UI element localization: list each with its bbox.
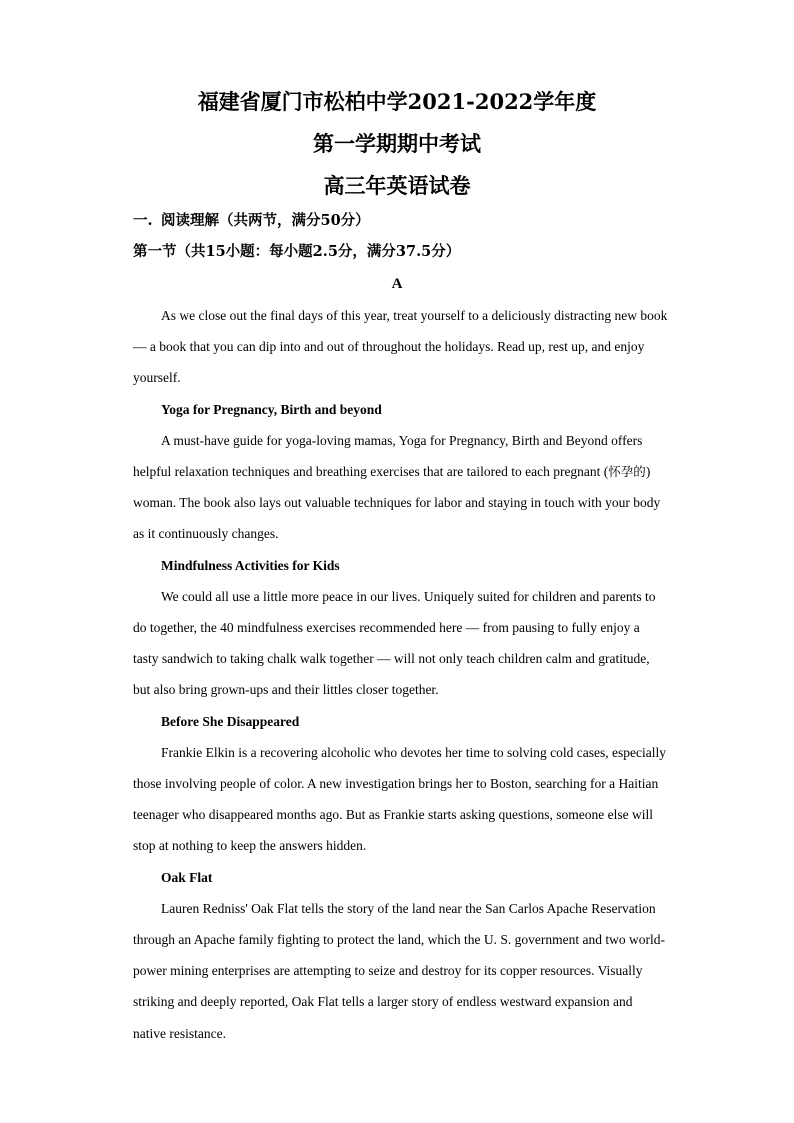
passage-intro: As we close out the final days of this year, treat yourself to a deliciously distracting new book — a book that you can dip into and out of throughout the holidays. Read up, rest up, and enjoy yourself.	[133, 308, 668, 386]
section-number: 一.	[133, 212, 153, 229]
part-heading: 第一节（共15小题：每小题2.5分，满分37.5分）	[133, 243, 461, 260]
section-heading-reading	[133, 211, 370, 231]
book-text-part: A must-have guide for yoga-loving mamas, Yoga for Pregnancy, Birth and Beyond offers helpful relaxation techniques and breathing exercises that are tailored to each pregnant (	[133, 432, 643, 480]
book-title: Before She Disappeared	[161, 713, 300, 729]
passage-letter: A	[391, 276, 403, 292]
exam-title-school: 福建省厦门市松柏中学2021-2022学年度	[197, 89, 597, 114]
chinese-gloss: 怀孕的	[608, 464, 646, 480]
exam-title-term: 第一学期期中考试	[313, 131, 481, 156]
book-description: Frankie Elkin is a recovering alcoholic who devotes her time to solving cold cases, especially those involving people of color. A new investigation brings her to Boston, searching for a Haitian teenager who disappeared months ago. But as Frankie starts asking questions, someone else will stop at nothing to keep the answers hidden.	[133, 744, 666, 854]
book-title: Yoga for Pregnancy, Birth and beyond	[161, 401, 382, 417]
book-description	[133, 425, 668, 550]
book-description: Lauren Redniss' Oak Flat tells the story of the land near the San Carlos Apache Reservation through an Apache family fighting to protect the land, which the U. S. government and two world-power mining enterprises are attempting to seize and destroy for its copper resources. Visually striking and deeply reported, Oak Flat tells a larger story of endless westward expansion and native resistance.	[133, 900, 666, 1041]
passage-body	[133, 300, 668, 1049]
book-description: We could all use a little more peace in our lives. Uniquely suited for children and parents to do together, the 40 mindfulness exercises recommended here — from pausing to fully enjoy a tasty sandwich to taking chalk walk together — will not only teach children calm and gratitude, but also bring grown-ups and their littles closer together.	[133, 588, 656, 698]
book-title: Oak Flat	[161, 869, 213, 885]
book-text-part: ) woman. The book also lays out valuable techniques for labor and staying in touch with your body as it continuously changes.	[133, 464, 661, 542]
section-title: 阅读理解（共两节，满分50分）	[161, 212, 370, 229]
book-title: Mindfulness Activities for Kids	[161, 557, 340, 573]
exam-title-subject: 高三年英语试卷	[323, 173, 471, 198]
